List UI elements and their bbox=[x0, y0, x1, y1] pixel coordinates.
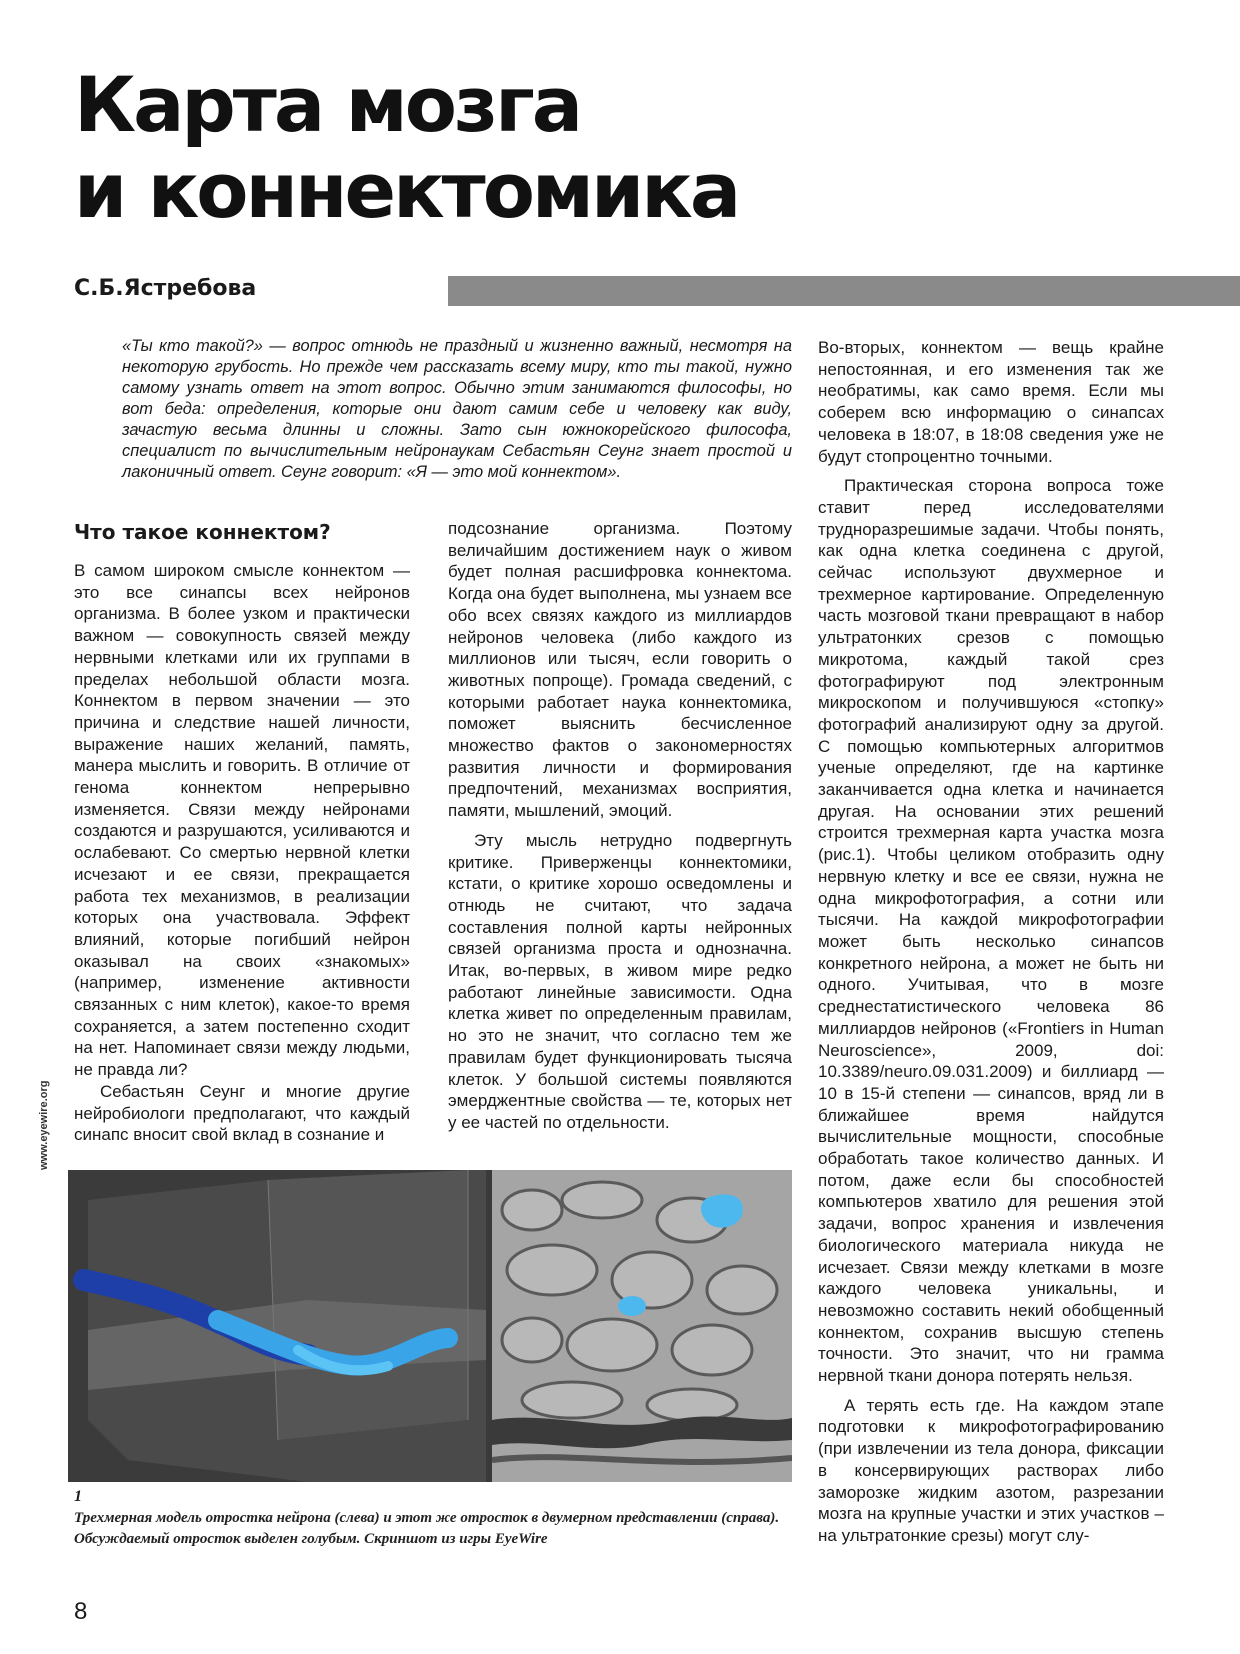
title-line-1: Карта мозга bbox=[74, 60, 581, 149]
author-name: С.Б.Ястребова bbox=[74, 276, 257, 301]
page-number: 8 bbox=[74, 1598, 88, 1625]
col1-paragraph-2: Себастьян Сеунг и многие другие нейробиологи предполагают, что каждый синапс вносит свой вклад в сознание и bbox=[74, 1081, 410, 1145]
col1-paragraph-1: В самом широком смысле коннектом — это все синапсы всех нейронов организма. В более узком и практически важном — совокупность связей между нервными клетками или их группами в пределах небольшой области мозга. Коннектом в первом значении — это причина и следствие нашей личности, выражение наших желаний, память, манера мыслить и говорить. В отличие от генома коннектом непрерывно изменяется. Связи между нейронами создаются и разрушаются, усиливаются и ослабевают. Со смертью нервной клетки исчезают и ее связи, прекращается работа тех механизмов, в реализации которых она участвовала. Эффект влияний, которые погибший нейрон оказывал на своих «знакомых» (например, изменение активности связанных с ним клеток), какое-то время сохраняется, а затем постепенно сходит на нет. Напоминает связи между людьми, не правда ли? bbox=[74, 561, 410, 1080]
title-line-2: и коннектомика bbox=[74, 146, 739, 235]
lead-paragraph: «Ты кто такой?» — вопрос отнюдь не праздный и жизненно важный, несмотря на некоторую грубость. Но прежде чем рассказать всему миру, кто ты такой, нужно самому узнать ответ на этот вопрос. Обычно этим занимаются философы, но вот беда: определения, которые они дают самим себе и человеку как виду, зачастую весьма длинны и сложны. Зато сын южнокорейского философа, специалист по вычислительным нейронаукам Себастьян Сеунг знает простой и лаконичный ответ. Сеунг говорит: «Я — это мой коннектом». bbox=[122, 337, 792, 481]
col2-paragraph-1: подсознание организма. Поэтому величайшим достижением наук о живом будет полная расшифровка коннектома. Когда она будет выполнена, мы узнаем все обо всех связях каждого из миллиардов нейронов человека (либо каждого из миллионов или тысяч, если говорить о животных попроще). Громада сведений, с которыми работает наука коннектомика, поможет выяснить бесчисленное множество фактов о закономерностях развития личности и формирования предпочтений, механизмах восприятия, памяти, мышлений, эмоций. bbox=[448, 519, 792, 821]
figure-1 bbox=[68, 1170, 792, 1482]
figure-caption: Трехмерная модель отростка нейрона (слева) и этот же отросток в двумерном представлении (справа). Обсуждаемый отросток выделен голубым. Скриншот из игры EyeWire bbox=[74, 1510, 780, 1547]
figure-3d-model bbox=[68, 1170, 486, 1482]
col3-paragraph-2: Практическая сторона вопроса тоже ставит перед исследователями трудноразрешимые задачи. Чтобы понять, как одна клетка соединена с другой, сейчас используют двухмерное и трехмерное картирование. Определенную часть мозговой ткани превращают в набор ультратонких срезов с помощью микротома, каждый такой срез фотографируют под электронным микроскопом и получившуюся «стопку» фотографий анализируют одну за другой. С помощью компьютерных алгоритмов ученые определяют, где на картинке заканчивается одна клетка и начинается другая. На основании этих решений строится трехмерная карта участка мозга (рис.1). Чтобы целиком отобразить одну нервную клетку и все ее связи, нужна не одна микрофотография, а сотни или тысячи. На каждой микрофотографии может быть несколько синапсов конкретного нейрона, а может не быть ни одного. Учитывая, что в мозге среднестатистического человека 86 миллиардов нейронов («Frontiers in Human Neuroscience», 2009, doi: 10.3389/neuro.09.031.2009) и биллиард — 10 в 15-й степени — синапсов, вряд ли в ближайшее время найдутся вычислительные мощности, способные обработать такое количество данных. И потом, даже если бы способностей компьютеров хватило для решения этой задачи, вопрос хранения и извлечения биологического материала никуда не исчезает. Связи между клетками в мозге каждого человека уникальны, и невозможно составить некий обобщенный коннектом, сохранив высшую степень точности. Это значит, что ни грамма нервной ткани донора потерять нельзя. bbox=[818, 476, 1164, 1386]
author-bar bbox=[448, 276, 1240, 306]
article-title bbox=[74, 62, 738, 234]
col3-paragraph-1: Во-вторых, коннектом — вещь крайне непостоянная, и его изменения так же необратимы, как само время. Если мы соберем всю информацию о синапсах человека в 18:07, в 18:08 сведения уже не будут стопроцентно точными. bbox=[818, 338, 1164, 466]
column-1 bbox=[74, 560, 410, 1146]
figure-number: 1 bbox=[74, 1488, 82, 1505]
section-heading: Что такое коннектом? bbox=[74, 520, 331, 544]
col2-paragraph-2: Эту мысль нетрудно подвергнуть критике. Приверженцы коннектомики, кстати, о критике хорошо осведомлены и отнюдь не считают, что задача составления полной карты нейронных связей организма проста и однозначна. Итак, во-первых, в живом мире редко работают линейные зависимости. Одна клетка живет по определенным правилам, но это не значит, что согласно тем же правилам будет функционировать тысяча клеток. У большой системы появляются эмерджентные свойства — те, которых нет у ее частей по отдельности. bbox=[448, 830, 792, 1132]
em-micrograph bbox=[492, 1170, 792, 1482]
side-url: www.eyewire.org bbox=[38, 1080, 50, 1170]
column-3 bbox=[818, 337, 1164, 1547]
col3-paragraph-3: А терять есть где. На каждом этапе подготовки к микрофотографированию (при извлечении из тела донора, фиксации в консервирующих растворах либо заморозке жидким азотом, разрезании мозга на крупные участки и этих участков – на ультратонкие срезы) могут слу- bbox=[818, 1395, 1164, 1545]
figure-2d-slice bbox=[492, 1170, 792, 1482]
column-2 bbox=[448, 518, 792, 1134]
neuron-3d-render bbox=[68, 1170, 486, 1482]
